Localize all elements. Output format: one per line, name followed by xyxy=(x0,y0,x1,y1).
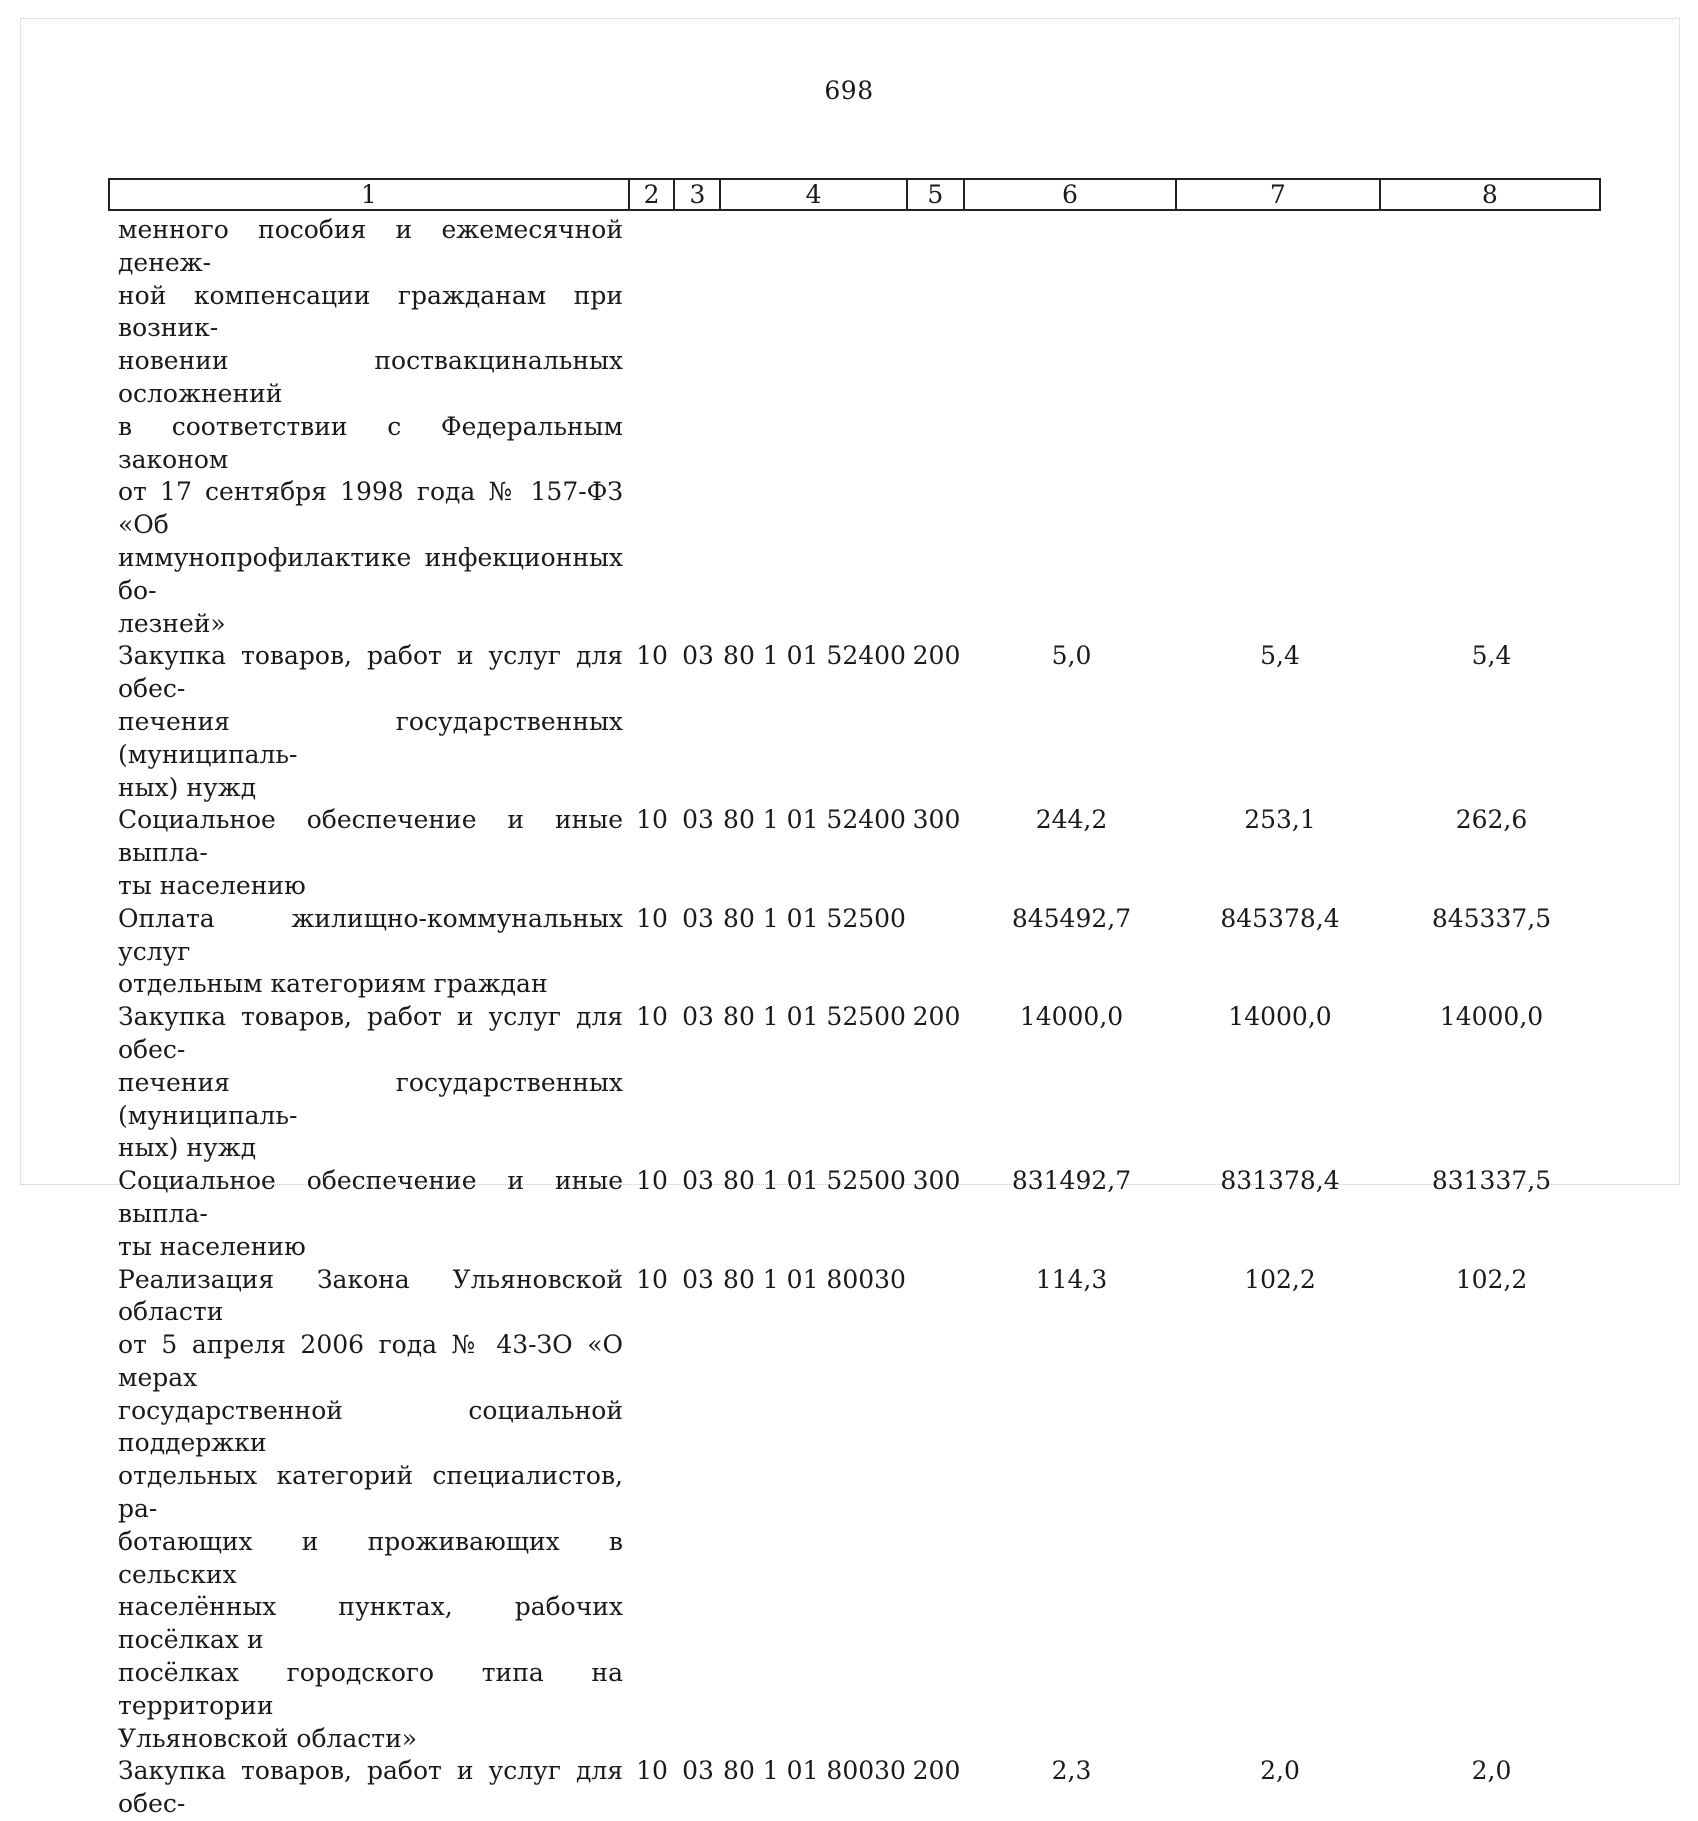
description-line: Социальное обеспечение и иные выпла- xyxy=(118,1166,623,1228)
description-line: посёлках городского типа на территории xyxy=(118,1658,623,1720)
column-header-7: 7 xyxy=(1177,180,1380,209)
table-row xyxy=(108,1755,1601,1821)
target-article-code: 80 1 01 52400 xyxy=(723,641,906,671)
amount-year-3: 5,4 xyxy=(1471,641,1512,671)
table-body xyxy=(108,214,1601,1821)
expense-type-code xyxy=(908,903,965,1001)
description-line: печения государственных (муниципаль- xyxy=(118,1067,623,1130)
description-line: Ульяновской области» xyxy=(118,1723,418,1753)
target-article-code xyxy=(721,214,908,640)
subsection-code xyxy=(675,214,721,640)
description-line: печения государственных (муниципаль- xyxy=(118,706,623,769)
description-line: отдельным категориям граждан xyxy=(118,969,548,999)
description-line: ных) нужд xyxy=(118,772,257,802)
amount-year-2 xyxy=(1178,214,1382,640)
expense-type-code: 200 xyxy=(912,1756,961,1786)
row-description xyxy=(108,1165,629,1263)
description-line: Закупка товаров, работ и услуг для обес- xyxy=(118,641,623,704)
target-article-code: 80 1 01 80030 xyxy=(723,1264,906,1294)
section-code: 10 xyxy=(636,1166,668,1196)
section-code xyxy=(629,214,675,640)
description-line: лезней» xyxy=(118,608,226,638)
table-row xyxy=(108,640,1601,804)
target-article-code: 80 1 01 52500 xyxy=(723,1002,906,1032)
column-header-4: 4 xyxy=(721,180,908,209)
row-description xyxy=(108,804,629,902)
table-row xyxy=(108,804,1601,902)
amount-year-1: 114,3 xyxy=(1035,1264,1108,1294)
description-line: менного пособия и ежемесячной денеж- xyxy=(118,215,623,277)
target-article-code: 80 1 01 80030 xyxy=(723,1756,906,1786)
row-description xyxy=(108,1001,629,1165)
description-line: ботающих и проживающих в сельских xyxy=(118,1526,623,1589)
amount-year-2: 14000,0 xyxy=(1228,1002,1332,1032)
section-code: 10 xyxy=(636,1756,668,1786)
column-header-6: 6 xyxy=(965,180,1177,209)
expense-type-code: 300 xyxy=(912,805,961,835)
description-line: Оплата жилищно-коммунальных услуг xyxy=(118,903,623,966)
table-row xyxy=(108,1001,1601,1165)
description-line: ной компенсации гражданам при возник- xyxy=(118,280,623,343)
row-description xyxy=(108,1264,629,1756)
expense-type-code xyxy=(908,214,965,640)
description-line: иммунопрофилактике инфекционных бо- xyxy=(118,542,623,605)
description-line: государственной социальной поддержки xyxy=(118,1395,623,1458)
description-line: в соответствии с Федеральным законом xyxy=(118,411,623,474)
subsection-code: 03 xyxy=(682,1166,714,1196)
description-line: ты населению xyxy=(118,870,306,900)
description-line: ты населению xyxy=(118,1231,306,1261)
subsection-code: 03 xyxy=(682,805,714,835)
description-line: от 17 сентября 1998 года № 157-ФЗ «Об xyxy=(118,477,623,540)
page-number: 698 xyxy=(824,76,874,105)
expense-type-code: 200 xyxy=(912,1002,961,1032)
amount-year-3: 2,0 xyxy=(1471,1756,1512,1786)
table-row xyxy=(108,214,1601,640)
column-header-2: 2 xyxy=(630,180,676,209)
description-line: населённых пунктах, рабочих посёлках и xyxy=(118,1592,623,1655)
subsection-code: 03 xyxy=(682,903,714,933)
target-article-code: 80 1 01 52500 xyxy=(723,903,906,933)
amount-year-1: 244,2 xyxy=(1035,805,1108,835)
description-line: Закупка товаров, работ и услуг для обес- xyxy=(118,1756,623,1819)
amount-year-1: 831492,7 xyxy=(1011,1166,1132,1196)
amount-year-3: 845337,5 xyxy=(1431,903,1552,933)
section-code: 10 xyxy=(636,903,668,933)
amount-year-1: 2,3 xyxy=(1051,1756,1092,1786)
amount-year-2: 2,0 xyxy=(1260,1756,1300,1786)
description-line: ных) нужд xyxy=(118,1133,257,1163)
column-header-1: 1 xyxy=(110,180,630,209)
amount-year-1: 845492,7 xyxy=(1011,903,1132,933)
column-header-8: 8 xyxy=(1481,180,1498,209)
column-header-5: 5 xyxy=(908,180,965,209)
expense-type-code: 200 xyxy=(912,641,961,671)
row-description xyxy=(108,214,629,640)
section-code: 10 xyxy=(636,1264,668,1294)
target-article-code: 80 1 01 52400 xyxy=(723,805,906,835)
expense-type-code xyxy=(908,1264,965,1756)
section-code: 10 xyxy=(636,641,668,671)
description-line: Реализация Закона Ульяновской области xyxy=(118,1264,623,1327)
row-description xyxy=(108,640,629,804)
description-line: от 5 апреля 2006 года № 43-ЗО «О мерах xyxy=(118,1330,623,1392)
amount-year-3: 14000,0 xyxy=(1439,1002,1544,1032)
table-header xyxy=(108,178,1601,211)
description-line: Закупка товаров, работ и услуг для обес- xyxy=(118,1002,623,1064)
amount-year-2: 845378,4 xyxy=(1220,903,1340,933)
subsection-code: 03 xyxy=(682,1264,714,1294)
amount-year-3: 262,6 xyxy=(1455,805,1528,835)
description-line: Социальное обеспечение и иные выпла- xyxy=(118,805,623,868)
row-description xyxy=(108,903,629,1001)
amount-year-3: 831337,5 xyxy=(1431,1166,1552,1196)
amount-year-2: 102,2 xyxy=(1244,1264,1316,1294)
table-row xyxy=(108,1165,1601,1263)
amount-year-3: 102,2 xyxy=(1455,1264,1528,1294)
amount-year-2: 253,1 xyxy=(1244,805,1316,835)
amount-year-3 xyxy=(1382,214,1601,640)
target-article-code: 80 1 01 52500 xyxy=(723,1166,906,1196)
section-code: 10 xyxy=(636,1002,668,1032)
table-row xyxy=(108,903,1601,1001)
subsection-code: 03 xyxy=(682,641,714,671)
amount-year-2: 831378,4 xyxy=(1220,1166,1340,1196)
column-header-3: 3 xyxy=(675,180,721,209)
amount-year-1: 5,0 xyxy=(1051,641,1092,671)
amount-year-1: 14000,0 xyxy=(1019,1002,1124,1032)
description-line: отдельных категорий специалистов, ра- xyxy=(118,1461,623,1524)
expense-type-code: 300 xyxy=(912,1166,961,1196)
amount-year-1 xyxy=(965,214,1178,640)
section-code: 10 xyxy=(636,805,668,835)
subsection-code: 03 xyxy=(682,1756,714,1786)
table-row xyxy=(108,1264,1601,1756)
amount-year-2: 5,4 xyxy=(1260,641,1300,671)
description-line: новении поствакцинальных осложнений xyxy=(118,346,623,408)
row-description xyxy=(108,1755,629,1821)
subsection-code: 03 xyxy=(682,1002,714,1032)
